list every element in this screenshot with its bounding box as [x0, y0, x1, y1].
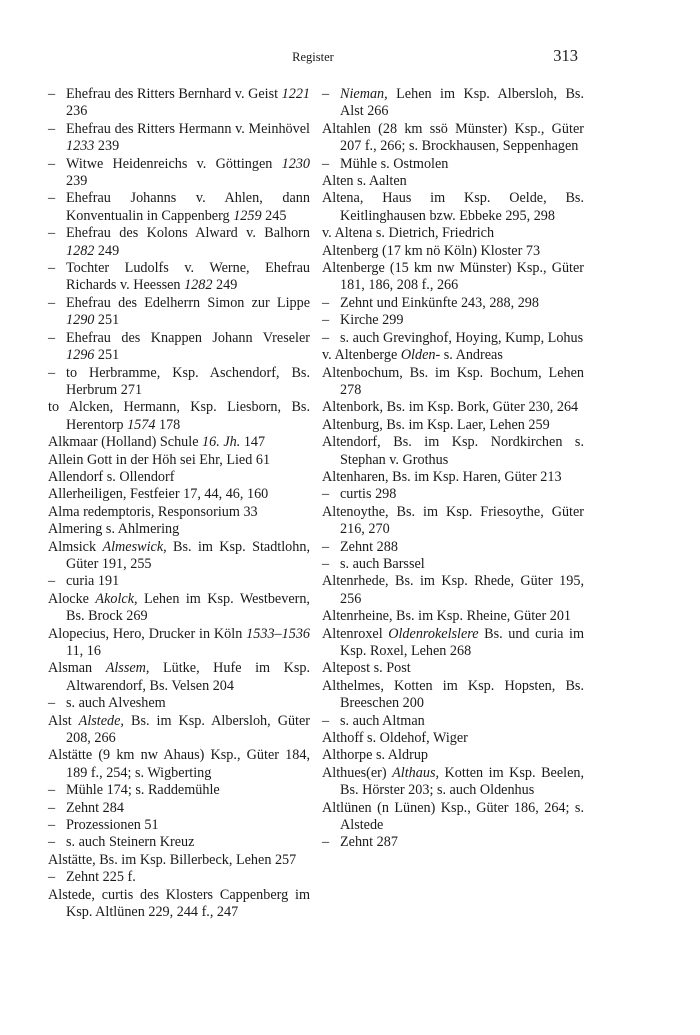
subentry-dash: – — [48, 86, 56, 102]
entry-text: 251 — [94, 347, 120, 364]
entry-text: to Alcken, Hermann, Ksp. Liesborn, Bs. Herentorp — [48, 399, 310, 433]
entry-text: Zehnt 288 — [340, 538, 398, 555]
entry-text: Witwe Heidenreichs v. Göttingen — [66, 155, 282, 172]
entry-text: Zehnt 284 — [66, 799, 124, 816]
subentry-dash: – — [322, 86, 330, 102]
index-subentry — [322, 312, 584, 329]
entry-text: Zehnt und Einkünfte 243, 288, 298 — [340, 294, 539, 311]
entry-text-italic: Nieman, — [340, 86, 388, 102]
index-entry — [322, 573, 584, 608]
entry-text: Altahlen (28 km ssö Münster) Ksp., Güter 207 f., 266; s. Brockhausen, Seppenhagen — [322, 120, 584, 155]
entry-text-italic: 1230 — [281, 155, 310, 172]
entry-text: Althorpe s. Aldrup — [322, 747, 429, 764]
subentry-dash: – — [48, 364, 56, 381]
index-subentry — [48, 156, 310, 191]
entry-text: Kotten im Ksp. Beelen, Bs. Hörster 203; s. auch Oldenhus — [340, 764, 585, 799]
index-entry — [48, 852, 310, 869]
entry-text-italic: Alssem, — [105, 660, 150, 677]
index-subentry — [322, 539, 584, 556]
index-subentry — [48, 121, 310, 156]
page-header — [48, 46, 578, 70]
subentry-dash: – — [48, 834, 56, 851]
entry-text: s. auch Altman — [340, 712, 425, 729]
subentry-dash: – — [48, 260, 56, 277]
index-entry — [48, 591, 310, 626]
entry-text: v. Altena s. Dietrich, Friedrich — [322, 225, 495, 242]
index-subentry — [322, 556, 584, 573]
index-entry — [322, 469, 584, 486]
index-subentry — [322, 834, 584, 851]
subentry-dash: – — [48, 869, 56, 886]
subentry-dash: – — [48, 817, 56, 834]
entry-text: 249 — [94, 242, 120, 259]
subentry-dash: – — [322, 294, 330, 311]
index-entry — [322, 608, 584, 625]
entry-text-italic: 1233 — [66, 138, 95, 155]
entry-text: 11, 16 — [66, 643, 101, 659]
entry-text: Mühle s. Ostmolen — [340, 155, 449, 172]
entry-text: Altenberge (15 km nw Münster) Ksp., Güter 181, 186, 208 f., 266 — [322, 260, 584, 294]
index-subentry — [48, 330, 310, 365]
index-entry — [322, 747, 584, 764]
subentry-dash: – — [322, 329, 330, 346]
entry-text-italic: 1282 — [66, 242, 95, 259]
entry-text-italic: Alstede, — [78, 712, 124, 729]
entry-text: Altenbochum, Bs. im Ksp. Bochum, Lehen 278 — [322, 364, 584, 398]
index-entry — [48, 452, 310, 469]
subentry-dash: – — [322, 834, 330, 851]
entry-text: Zehnt 225 f. — [66, 869, 136, 886]
entry-text: Prozessionen 51 — [66, 817, 159, 834]
subentry-dash: – — [48, 225, 56, 242]
entry-text-italic: 1259 — [233, 207, 262, 224]
index-subentry — [48, 573, 310, 590]
index-entry — [48, 747, 310, 782]
index-subentry — [322, 713, 584, 730]
index-entry — [322, 260, 584, 295]
entry-text-italic: 16. Jh. — [202, 434, 241, 451]
index-subentry — [48, 800, 310, 817]
index-entry — [48, 434, 310, 451]
subentry-dash: – — [48, 190, 56, 207]
subentry-dash: – — [322, 486, 330, 503]
index-subentry — [48, 782, 310, 799]
subentry-dash: – — [322, 538, 330, 555]
index-entry — [48, 660, 310, 695]
index-entry — [48, 486, 310, 503]
entry-text: Lütke, Hufe im Ksp. Altwarendorf, Bs. Velsen 204 — [66, 660, 310, 694]
index-entry — [322, 504, 584, 539]
entry-text-italic: Almeswick, — [102, 538, 167, 555]
entry-text-italic: 1533–1536 — [246, 625, 310, 642]
entry-text: curtis 298 — [340, 486, 397, 503]
entry-text: s. Andreas — [440, 347, 503, 364]
entry-text: Alsman — [48, 660, 106, 677]
entry-text: v. Altenberge — [322, 347, 401, 364]
entry-text: Lehen im Ksp. Albersloh, Bs. Alst 266 — [340, 86, 584, 120]
index-entry — [322, 765, 584, 800]
index-entry — [322, 678, 584, 713]
index-entry — [48, 887, 310, 922]
index-subentry — [48, 225, 310, 260]
index-entry — [322, 243, 584, 260]
entry-text: 178 — [155, 416, 181, 433]
entry-text-italic: Akolck, — [95, 590, 138, 607]
entry-text-italic: 1221 — [281, 86, 310, 102]
index-subentry — [48, 834, 310, 851]
entry-text: s. auch Alveshem — [66, 695, 166, 712]
entry-text: Alst — [48, 712, 79, 729]
entry-text: Altenrhede, Bs. im Ksp. Rhede, Güter 195, 256 — [322, 573, 584, 607]
index-entry — [322, 347, 584, 364]
entry-text: 239 — [94, 138, 120, 155]
entry-text: Ehefrau des Kolons Alward v. Balhorn — [66, 225, 310, 242]
subentry-dash: – — [322, 155, 330, 172]
index-entry — [322, 660, 584, 677]
entry-text: Tochter Ludolfs v. Werne, Ehefrau Richards v. Heessen — [66, 260, 310, 294]
index-entry — [322, 121, 584, 156]
entry-text: s. auch Barssel — [340, 555, 425, 572]
subentry-dash: – — [322, 312, 330, 329]
index-entry — [322, 399, 584, 416]
index-subentry — [48, 86, 310, 121]
index-subentry — [48, 817, 310, 834]
entry-text: Ehefrau des Edelherrn Simon zur Lippe — [66, 294, 310, 311]
entry-text: Allerheiligen, Festfeier 17, 44, 46, 160 — [48, 486, 269, 503]
index-entry — [322, 417, 584, 434]
index-entry — [48, 521, 310, 538]
entry-text: Althoff s. Oldehof, Wiger — [322, 730, 468, 747]
entry-text: Alkmaar (Holland) Schule — [48, 434, 203, 451]
entry-text: Altena, Haus im Ksp. Oelde, Bs. Keitlinghausen bzw. Ebbeke 295, 298 — [322, 190, 584, 224]
entry-text: Althues(er) — [322, 764, 393, 781]
entry-text: 251 — [94, 312, 120, 329]
index-entry — [322, 225, 584, 242]
entry-text: Alocke — [48, 590, 96, 607]
entry-text: Allein Gott in der Höh sei Ehr, Lied 61 — [48, 451, 271, 468]
entry-text: Ehefrau des Ritters Bernhard v. Geist — [66, 86, 282, 102]
entry-text: Ehefrau des Knappen Johann Vreseler — [66, 329, 310, 346]
entry-text: Lehen im Ksp. Westbevern, Bs. Brock 269 — [66, 590, 310, 625]
index-entry — [48, 504, 310, 521]
entry-text: Alopecius, Hero, Drucker in Köln — [48, 625, 247, 642]
entry-text: Alstede, curtis des Klosters Cappenberg im Ksp. Altlünen 229, 244 f., 247 — [48, 886, 310, 921]
entry-text: s. auch Grevinghof, Hoying, Kump, Lohus — [340, 329, 584, 346]
entry-text: Zehnt 287 — [340, 834, 398, 851]
index-subentry — [48, 190, 310, 225]
entry-text: Bs. im Ksp. Stadtlohn, Güter 191, 255 — [66, 538, 310, 572]
entry-text-italic: Oldenrokelslere — [388, 625, 479, 642]
index-entry — [322, 800, 584, 835]
entry-text: Althelmes, Kotten im Ksp. Hopsten, Bs. Breeschen 200 — [322, 677, 584, 712]
subentry-dash: – — [322, 555, 330, 572]
entry-text: 236 — [66, 103, 88, 120]
entry-text: Altenburg, Bs. im Ksp. Laer, Lehen 259 — [322, 416, 550, 433]
entry-text: 249 — [212, 277, 238, 294]
entry-text: Bs. im Ksp. Albersloh, Güter 208, 266 — [66, 712, 310, 747]
entry-text: s. auch Steinern Kreuz — [66, 834, 195, 851]
index-entry — [48, 713, 310, 748]
entry-text: to Herbramme, Ksp. Aschendorf, Bs. Herbrum 271 — [66, 364, 310, 398]
entry-text-italic: 1282 — [184, 277, 213, 294]
entry-text-italic: 1574 — [127, 416, 156, 433]
entry-text: curia 191 — [66, 573, 120, 590]
subentry-dash: – — [48, 573, 56, 590]
entry-text: Altendorf, Bs. im Ksp. Nordkirchen s. Stephan v. Grothus — [322, 434, 584, 468]
entry-text: Altenroxel — [322, 625, 389, 642]
entry-text: Altenharen, Bs. im Ksp. Haren, Güter 213 — [322, 468, 562, 485]
entry-text: Almsick — [48, 538, 103, 555]
entry-text: Altlünen (n Lünen) Ksp., Güter 186, 264; s. Alstede — [322, 799, 584, 834]
index-subentry — [322, 156, 584, 173]
index-subentry — [48, 869, 310, 886]
index-entry — [48, 539, 310, 574]
index-entry — [48, 626, 310, 661]
index-subentry — [48, 295, 310, 330]
index-entry — [322, 173, 584, 190]
entry-text: Allendorf s. Ollendorf — [48, 468, 175, 485]
subentry-dash: – — [48, 695, 56, 712]
entry-text: Ehefrau Johanns v. Ahlen, dann Konventualin in Cappenberg — [66, 190, 310, 224]
entry-text: Altenberg (17 km nö Köln) Kloster 73 — [322, 242, 541, 259]
index-column-right — [322, 86, 584, 852]
entry-text: Alstätte (9 km nw Ahaus) Ksp., Güter 184, 189 f., 254; s. Wigberting — [48, 747, 310, 781]
entry-text: Altenoythe, Bs. im Ksp. Friesoythe, Güter 216, 270 — [322, 503, 584, 538]
index-subentry — [322, 330, 584, 347]
index-subentry — [322, 486, 584, 503]
index-entry — [322, 626, 584, 661]
entry-text: 239 — [66, 173, 88, 190]
entry-text: Alstätte, Bs. im Ksp. Billerbeck, Lehen 257 — [48, 851, 297, 868]
entry-text: 245 — [261, 207, 287, 224]
entry-text: Mühle 174; s. Raddemühle — [66, 782, 220, 799]
index-subentry — [322, 295, 584, 312]
entry-text: 147 — [240, 434, 266, 451]
entry-text: Altepost s. Post — [322, 660, 411, 677]
page-number: 313 — [553, 46, 578, 65]
index-entry — [322, 730, 584, 747]
subentry-dash: – — [48, 120, 56, 137]
entry-text-italic: Olden- — [400, 347, 441, 364]
index-subentry — [48, 365, 310, 400]
subentry-dash: – — [48, 799, 56, 816]
index-entry — [48, 469, 310, 486]
subentry-dash: – — [48, 294, 56, 311]
running-head: Register — [292, 50, 334, 64]
index-entry — [48, 399, 310, 434]
entry-text: Kirche 299 — [340, 312, 404, 329]
entry-text: Alma redemptoris, Responsorium 33 — [48, 503, 258, 520]
entry-text: Altenbork, Bs. im Ksp. Bork, Güter 230, 264 — [322, 399, 579, 416]
entry-text: Ehefrau des Ritters Hermann v. Meinhövel — [66, 120, 310, 137]
subentry-dash: – — [48, 782, 56, 799]
entry-text: Alten s. Aalten — [322, 173, 407, 190]
index-entry — [322, 190, 584, 225]
subentry-dash: – — [48, 329, 56, 346]
index-entry — [322, 434, 584, 469]
entry-text: Almering s. Ahlmering — [48, 521, 180, 538]
entry-text-italic: Althaus, — [392, 764, 440, 781]
subentry-dash: – — [322, 712, 330, 729]
entry-text: Bs. und curia im Ksp. Roxel, Lehen 268 — [340, 625, 584, 659]
entry-text: Altenrheine, Bs. im Ksp. Rheine, Güter 201 — [322, 608, 572, 625]
entry-text-italic: 1296 — [66, 347, 95, 364]
index-subentry — [48, 695, 310, 712]
entry-text-italic: 1290 — [66, 312, 95, 329]
subentry-dash: – — [48, 155, 56, 172]
index-entry — [322, 365, 584, 400]
index-subentry — [48, 260, 310, 295]
index-column-left — [48, 86, 310, 922]
index-subentry — [322, 86, 584, 121]
